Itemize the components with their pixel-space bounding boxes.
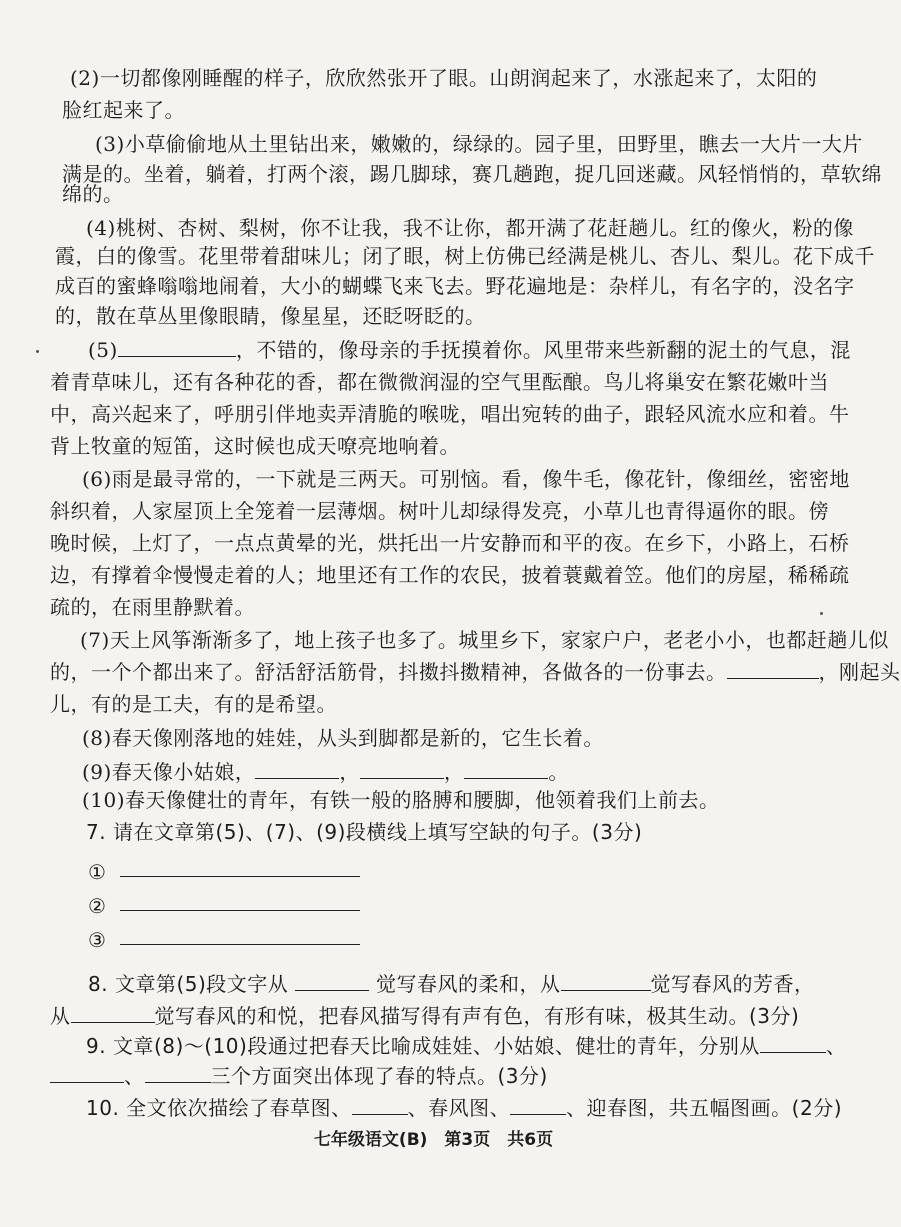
q10-text-b: 、春风图、	[407, 1096, 511, 1120]
p9-blank-1[interactable]	[255, 760, 339, 779]
q10-text-a: 10. 全文依次描绘了春草图、	[86, 1096, 352, 1120]
p3-line-1: (3)小草偷偷地从土里钻出来，嫩嫩的，绿绿的。园子里，田野里，瞧去一大片一大片	[95, 132, 863, 156]
p9-comma-1: ，	[339, 760, 360, 784]
q9-sep-2: 、	[124, 1064, 145, 1088]
answer-1-line[interactable]	[120, 876, 360, 877]
p6-line-4: 边，有撑着伞慢慢走着的人；地里还有工作的农民，披着蓑戴着笠。他们的房屋，稀稀疏	[50, 563, 850, 587]
p5-line-4: 背上牧童的短笛，这时候也成天嘹亮地响着。	[50, 434, 460, 458]
question-8-line-1	[88, 968, 867, 997]
p9-text: (9)春天像小姑娘，	[82, 760, 256, 784]
p5-number: (5)	[88, 338, 118, 362]
q8-text-c: 觉写春风的芳香，	[650, 972, 815, 996]
answer-1-marker: ①	[88, 860, 107, 884]
q10-blank-1[interactable]	[352, 1096, 408, 1115]
p2-line-1: (2)一切都像刚睡醒的样子，欣欣然张开了眼。山朗润起来了，水涨起来了，太阳的	[70, 66, 818, 90]
p9-blank-3[interactable]	[464, 760, 548, 779]
q9-blank-3[interactable]	[145, 1064, 211, 1083]
question-10-line	[86, 1092, 867, 1121]
p9-period: 。	[548, 760, 569, 784]
p6-line-1: (6)雨是最寻常的，一下就是三两天。可别恼。看，像牛毛，像花针，像细丝，密密地	[82, 467, 850, 491]
p6-line-2: 斜织着，人家屋顶上全笼着一层薄烟。树叶儿却绿得发亮，小草儿也青得逼你的眼。傍	[50, 499, 829, 523]
p6-line-5: 疏的，在雨里静默着。	[50, 595, 255, 619]
p4-line-3: 成百的蜜蜂嗡嗡地闹着，大小的蝴蝶飞来飞去。野花遍地是：杂样儿，有名字的，没名字	[55, 274, 855, 298]
q8-blank-1[interactable]	[295, 972, 369, 991]
page-footer: 七年级语文(B) 第3页 共6页	[313, 1130, 554, 1150]
p7-line-3: 儿，有的是工夫，有的是希望。	[50, 692, 337, 716]
q8-blank-3[interactable]	[71, 1004, 155, 1023]
p4-line-1: (4)桃树、杏树、梨树，你不让我，我不让你，都开满了花赶趟儿。红的像火，粉的像	[86, 216, 854, 240]
p6-line-3: 晚时候，上灯了，一点点黄晕的光，烘托出一片安静而和平的夜。在乡下，小路上，石桥	[50, 531, 850, 555]
p7-text-b: ，刚起头	[818, 660, 901, 684]
q8-blank-2[interactable]	[561, 972, 651, 991]
p5-blank[interactable]	[118, 338, 236, 357]
answer-2-line[interactable]	[120, 910, 360, 911]
q9-text-a: 9. 文章(8)～(10)段通过把春天比喻成娃娃、小姑娘、健壮的青年，分别从	[86, 1034, 760, 1058]
p5-line-2: 着青草味儿，还有各种花的香，都在微微润湿的空气里酝酿。鸟儿将巢安在繁花嫩叶当	[50, 370, 829, 394]
p9-comma-2: ，	[443, 760, 465, 784]
q8-text-d: 从	[50, 1004, 71, 1028]
p4-line-2: 霞，白的像雪。花里带着甜味儿；闭了眼，树上仿佛已经满是桃儿、杏儿、梨儿。花下成千	[55, 244, 875, 268]
p5-line-1	[88, 334, 867, 363]
q9-blank-1[interactable]	[760, 1034, 826, 1053]
q9-blank-2[interactable]	[50, 1064, 124, 1083]
question-9-line-2	[50, 1060, 867, 1089]
p7-line-2	[50, 656, 901, 685]
p7-text-a: 的，一个个都出来了。舒活舒活筋骨，抖擞抖擞精神，各做各的一份事去。	[50, 660, 727, 684]
p2-line-2: 脸红起来了。	[62, 98, 185, 122]
p5-text: ，不错的，像母亲的手抚摸着你。风里带来些新翻的泥土的气息，混	[235, 338, 851, 362]
q8-text-a: 8. 文章第(5)段文字从	[88, 972, 289, 996]
scan-speck	[820, 612, 823, 615]
answer-3-line[interactable]	[120, 944, 360, 945]
p10-line: (10)春天像健壮的青年，有铁一般的胳膊和腰脚，他领着我们上前去。	[82, 788, 720, 812]
p9-blank-2[interactable]	[360, 760, 444, 779]
q10-blank-2[interactable]	[510, 1096, 566, 1115]
p7-blank[interactable]	[727, 660, 819, 679]
q8-text-e: 觉写春风的和悦，把春风描写得有声有色，有形有味，极其生动。(3分)	[154, 1004, 800, 1028]
p3-line-3: 绵的。	[62, 182, 124, 206]
question-9-line-1	[86, 1030, 867, 1059]
p5-line-3: 中，高兴起来了，呼朋引伴地卖弄清脆的喉咙，唱出宛转的曲子，跟轻风流水应和着。牛	[50, 402, 850, 426]
q9-text-d: 三个方面突出体现了春的特点。(3分)	[210, 1064, 548, 1088]
q8-text-b: 觉写春风的柔和，从	[376, 972, 561, 996]
p8-line: (8)春天像刚落地的娃娃，从头到脚都是新的，它生长着。	[82, 726, 604, 750]
answer-3-marker: ③	[88, 928, 107, 952]
p3-line-2: 满是的。坐着，躺着，打两个滚，踢几脚球，赛几趟跑，捉几回迷藏。风轻悄悄的，草软绵	[62, 162, 882, 186]
p9-line	[82, 756, 867, 785]
q10-text-c: 、迎春图，共五幅图画。(2分)	[566, 1096, 843, 1120]
p7-line-1: (7)天上风筝渐渐多了，地上孩子也多了。城里乡下，家家户户，老老小小，也都赶趟儿似	[80, 628, 889, 652]
question-7: 7. 请在文章第(5)、(7)、(9)段横线上填写空缺的句子。(3分)	[86, 820, 643, 844]
scan-speck	[36, 350, 39, 353]
question-8-line-2	[50, 1000, 867, 1029]
q9-sep-1: 、	[825, 1034, 847, 1058]
answer-2-marker: ②	[88, 894, 107, 918]
p4-line-4: 的，散在草丛里像眼睛，像星星，还眨呀眨的。	[55, 304, 486, 328]
